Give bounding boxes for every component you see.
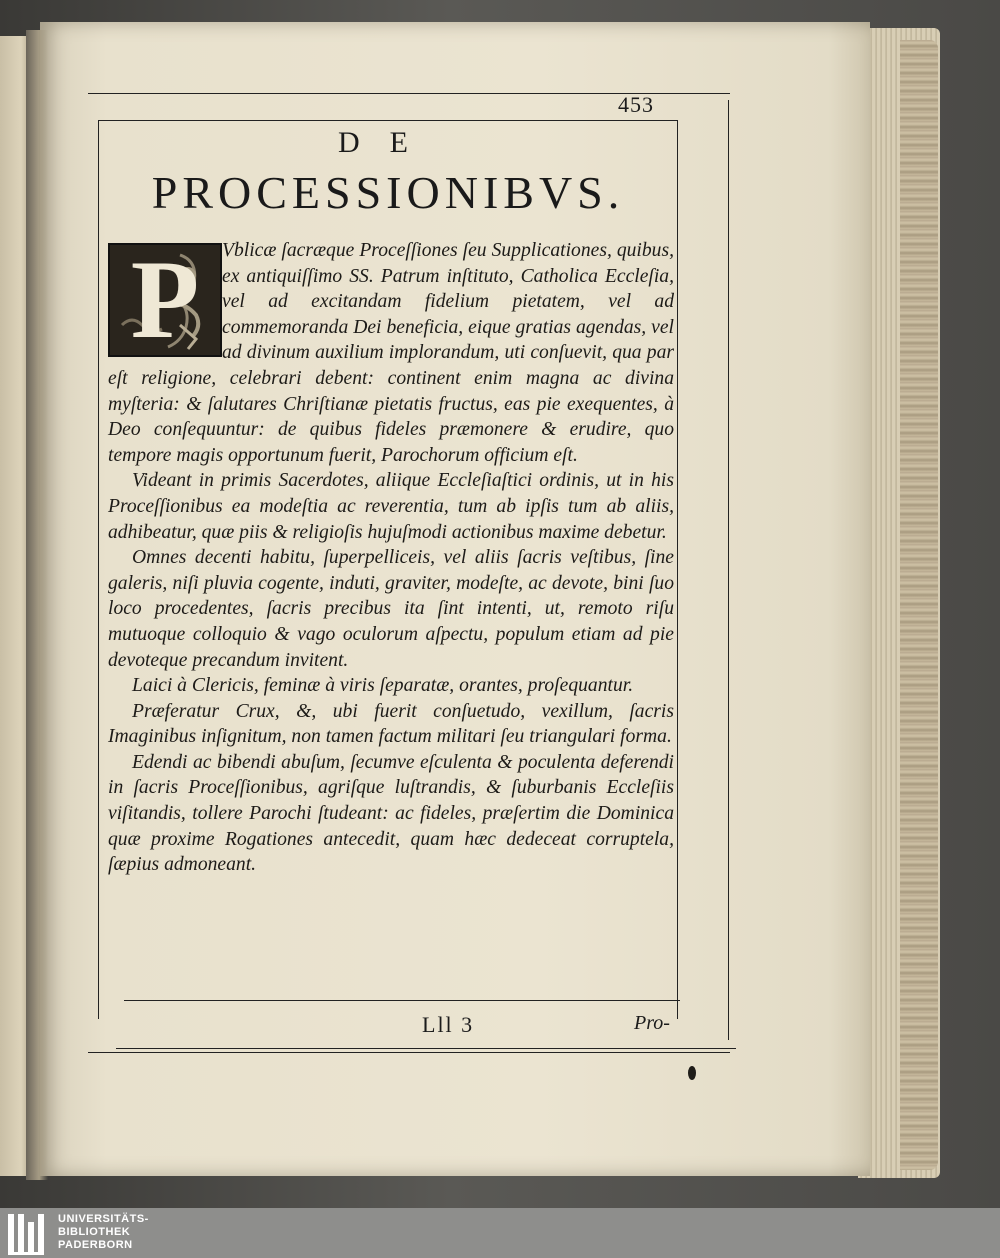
bottom-rule [124, 1000, 680, 1001]
footer-bar [0, 1208, 1000, 1258]
book-cover-edge [900, 40, 938, 1170]
page-title: PROCESSIONIBVS. [151, 167, 625, 218]
paragraph-4: Laici à Clericis, feminæ à viris ſeparatæ, orantes, proſequantur. [132, 675, 634, 697]
paragraph-2: Videant in primis Sacerdotes, aliique Eccleſiaſtici ordinis, ut in his Proceſſionibus ea modeſtia ac reverentia, tum ab ipſis tum ab aliis, adhibeatur, quæ piis & religioſis hujuſmodi actionibus maxime debetur. [108, 470, 674, 543]
library-logo-text [58, 1213, 149, 1252]
heading-de: DE [338, 126, 438, 159]
logo-line-1: UNIVERSITÄTS- [58, 1213, 149, 1225]
outer-bottom-rule [116, 1048, 736, 1049]
initial-spacer [108, 238, 222, 354]
initial-letter: P [130, 243, 200, 357]
library-logo-icon [6, 1212, 50, 1256]
page-number: 453 [618, 92, 654, 117]
catchword: Pro- [634, 1012, 670, 1034]
paragraph-6: Edendi ac bibendi abuſum, ſecumve eſculenta & poculenta deferendi in ſacris Proceſſionibus, agriſque luſtrandis, & ſuburbanis Eccleſiis viſitandis, tollere Parochi ſtudeant: ac fideles, præſertim die Dominica quæ proxime Rogationes antecedit, quam hæc dedeceat corruptela, ſæpius admoneant. [108, 751, 674, 876]
paragraph-5: Præferatur Crux, &, ubi fuerit conſuetudo, vexillum, ſacris Imaginibus inſignitum, non tamen factum militari ſeu triangulari forma. [108, 700, 674, 748]
logo-line-2: BIBLIOTHEK [58, 1226, 131, 1238]
paragraph-1: Vblicæ ſacræque Proceſſiones ſeu Supplicationes, quibus, ex antiquiſſimo SS. Patrum inſtituto, Catholica Eccleſia, vel ad excitandam fidelium pietatem, vel ad commemoranda Dei beneficia, eique gratias agendas, vel ad divinum auxilium implorandum, uti conſuevit, qua par eſt religione, celebrari debent: continent enim magna ac divina myſteria: & ſalutares Chriſtianæ pietatis fructus, eas pie exequentes, à Deo conſequuntur: de quibus fideles præmonere & erudire, quo tempore magis opportunum fuerit, Parochorum officium eſt. [108, 240, 674, 466]
logo-line-3: PADERBORN [58, 1239, 133, 1251]
book-gutter [26, 30, 48, 1180]
ink-blot-ornament [688, 1066, 696, 1080]
body-text [108, 238, 674, 878]
paragraph-3: Omnes decenti habitu, ſuperpelliceis, vel aliis ſacris veſtibus, ſine galeris, niſi pluvia cogente, induti, graviter, modeſte, ac devote, bini ſuo loco procedentes, ſacris precibus ita ſint intenti, ut, remoto riſu mutuoque colloquio & vago oculorum aſpectu, populum etiam ad pie devoteque precandum invitent. [108, 547, 674, 671]
signature-mark: Lll 3 [422, 1012, 475, 1037]
frame-right-rule [728, 100, 729, 1040]
